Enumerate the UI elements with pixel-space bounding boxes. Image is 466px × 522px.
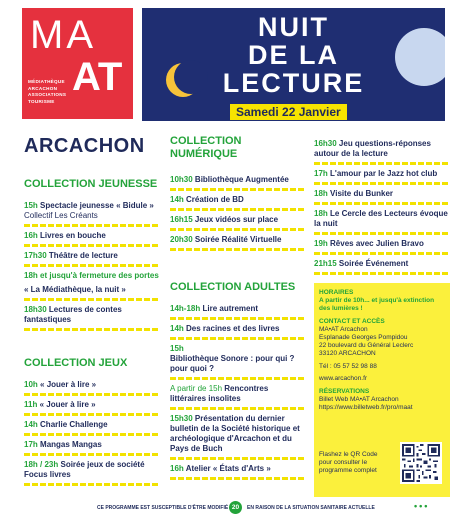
logo-sub-4: TOURISME: [28, 98, 55, 104]
section-jeunesse-title: COLLECTION JEUNESSE: [24, 178, 158, 190]
item-title: « Jouer à lire »: [40, 380, 97, 389]
item-time: 16h: [24, 231, 38, 240]
item-title: Spectacle jeunesse « Bidule »: [40, 201, 154, 210]
item-title: Présentation du dernier bulletin de la Société historique et archéologique d'Arcachon et du Pays de Buch: [170, 414, 300, 453]
item-title: Visite du Bunker: [330, 189, 394, 198]
logo-ma: MA: [30, 13, 96, 57]
item-title: Jeux vidéos sur place: [194, 215, 279, 224]
column-left: [24, 135, 159, 486]
item-time: 15h30: [170, 414, 193, 423]
logo-at: AT: [72, 55, 123, 99]
banner-line-2: DE LA: [248, 40, 339, 70]
logo-subtitle: [28, 79, 66, 105]
program-item: [170, 340, 305, 380]
column-right: [314, 135, 450, 275]
city-title: ARCACHON: [24, 135, 145, 157]
program-item: [170, 191, 305, 211]
event-date: Samedi 22 Janvier: [230, 104, 347, 120]
footer: [0, 500, 466, 516]
reservations-title: RÉSERVATIONS: [319, 388, 370, 395]
program-item: [314, 185, 450, 205]
item-title: Livres en bouche: [40, 231, 106, 240]
info-box: [314, 283, 450, 497]
page-number: 20: [229, 501, 242, 514]
item-title: Des racines et des livres: [186, 324, 280, 333]
program-item: [24, 416, 159, 436]
item-title: Soirée Réalité Virtuelle: [194, 235, 282, 244]
logo-sub-3: ASSOCIATIONS: [28, 92, 67, 98]
item-title: « La Médiathèque, la nuit »: [24, 285, 126, 294]
item-time: 15h: [24, 201, 38, 210]
item-time: 11h: [24, 400, 38, 409]
program-item: [24, 197, 159, 227]
item-time: 20h30: [170, 235, 193, 244]
program-item: [24, 396, 159, 416]
section-numerique-title: COLLECTION NUMÉRIQUE: [170, 135, 242, 160]
item-time: 21h15: [314, 259, 337, 268]
item-title: Théâtre de lecture: [48, 251, 118, 260]
section-jeux-title: COLLECTION JEUX: [24, 357, 128, 369]
item-title: Création de BD: [186, 195, 244, 204]
program-item: [24, 267, 159, 301]
item-time: 18h30: [24, 305, 47, 314]
item-time: 18h / 23h: [24, 460, 59, 469]
item-title: Rencontres littéraires insolites: [170, 384, 269, 403]
program-item: [314, 235, 450, 255]
item-title: Atelier « États d'Arts »: [185, 464, 271, 473]
contact-line: Esplanade Georges Pompidou: [319, 334, 408, 341]
item-time: 15h: [170, 344, 184, 353]
column-middle: [170, 135, 305, 480]
program-item: [24, 227, 159, 247]
decorative-dots-icon: •••: [414, 501, 430, 511]
item-time: 14h: [170, 195, 184, 204]
program-item: [314, 255, 450, 275]
item-time: 16h: [170, 464, 184, 473]
item-title: Rêves avec Julien Bravo: [330, 239, 424, 248]
horaires-title: HORAIRES: [319, 289, 354, 296]
item-time: 18h: [314, 209, 328, 218]
item-title: Charlie Challenge: [40, 420, 108, 429]
item-time: A partir de 15h: [170, 384, 223, 393]
item-title: Le Cercle des Lecteurs évoque la nuit: [314, 209, 448, 228]
contact-line: 22 boulevard du Général Leclerc: [319, 342, 414, 349]
item-title: Lectures de contes fantastiques: [24, 305, 122, 324]
item-time: 10h30: [170, 175, 193, 184]
horaires-text: A partir de 10h... et jusqu'à extinction des lumières !: [319, 297, 435, 312]
reservation-line: Billet Web MA•AT Arcachon: [319, 396, 399, 403]
program-item: [170, 460, 305, 480]
item-time: 18h: [314, 189, 328, 198]
logo-sub-1: MÉDIATHÈQUE: [28, 79, 65, 84]
maat-logo: [22, 8, 133, 119]
section-adultes-title: COLLECTION ADULTES: [170, 281, 296, 293]
item-time: 14h: [170, 324, 184, 333]
item-title: Jeu questions-réponses autour de la lecture: [314, 139, 431, 158]
program-item: [24, 376, 159, 396]
item-title: Soirée jeux de société Focus livres: [24, 460, 145, 479]
item-title: Lire autrement: [202, 304, 259, 313]
item-title: Soirée Événement: [338, 259, 409, 268]
item-time: 14h: [24, 420, 38, 429]
phone-number: Tél : 05 57 52 98 88: [319, 363, 377, 370]
item-time: 17h: [24, 440, 38, 449]
item-title: Mangas Mangas: [40, 440, 102, 449]
item-time: 19h: [314, 239, 328, 248]
event-banner: [142, 8, 445, 121]
item-time: 16h30: [314, 139, 337, 148]
program-item: [170, 231, 305, 251]
item-time: 17h: [314, 169, 328, 178]
item-title: « Jouer à lire »: [39, 400, 96, 409]
item-title: L'amour par le Jazz hot club: [330, 169, 438, 178]
program-item: [24, 456, 159, 486]
program-item: [24, 436, 159, 456]
program-item: [170, 410, 305, 460]
item-time: 14h-18h: [170, 304, 201, 313]
qr-code-icon[interactable]: [400, 442, 442, 484]
program-item: [170, 300, 305, 320]
banner-line-3: LECTURE: [222, 68, 365, 98]
program-item: [314, 135, 450, 165]
contact-line: 33120 ARCACHON: [319, 350, 376, 357]
contact-title: CONTACT ET ACCÈS: [319, 318, 385, 325]
program-item: [170, 211, 305, 231]
item-title: Bibliothèque Augmentée: [194, 175, 289, 184]
item-extra: Collectif Les Créants: [24, 211, 98, 220]
contact-line: MA•AT Arcachon: [319, 326, 368, 333]
footer-left-text: CE PROGRAMME EST SUSCEPTIBLE D'ÊTRE MODIFIÉ: [97, 505, 229, 511]
item-time: 17h30: [24, 251, 47, 260]
item-time: 10h: [24, 380, 38, 389]
program-item: [314, 205, 450, 235]
program-item: [24, 301, 159, 331]
program-item: [314, 165, 450, 185]
program-item: [170, 320, 305, 340]
footer-right-text: EN RAISON DE LA SITUATION SANITAIRE ACTUELLE: [247, 505, 375, 511]
qr-caption: Flashez le QR Code pour consulter le programme complet: [319, 451, 378, 474]
reservation-link[interactable]: https://www.billetweb.fr/pro/maat: [319, 404, 413, 411]
program-item: [170, 380, 305, 410]
item-title: Bibliothèque Sonore : pour qui ? pour quoi ?: [170, 354, 295, 373]
program-item: [170, 171, 305, 191]
program-item: [24, 247, 159, 267]
item-time: 18h et jusqu'à fermeture des portes: [24, 271, 159, 280]
website-link[interactable]: www.arcachon.fr: [319, 375, 368, 382]
logo-sub-2: ARCACHON: [28, 85, 58, 91]
banner-line-1: NUIT: [258, 12, 329, 42]
item-time: 16h15: [170, 215, 193, 224]
